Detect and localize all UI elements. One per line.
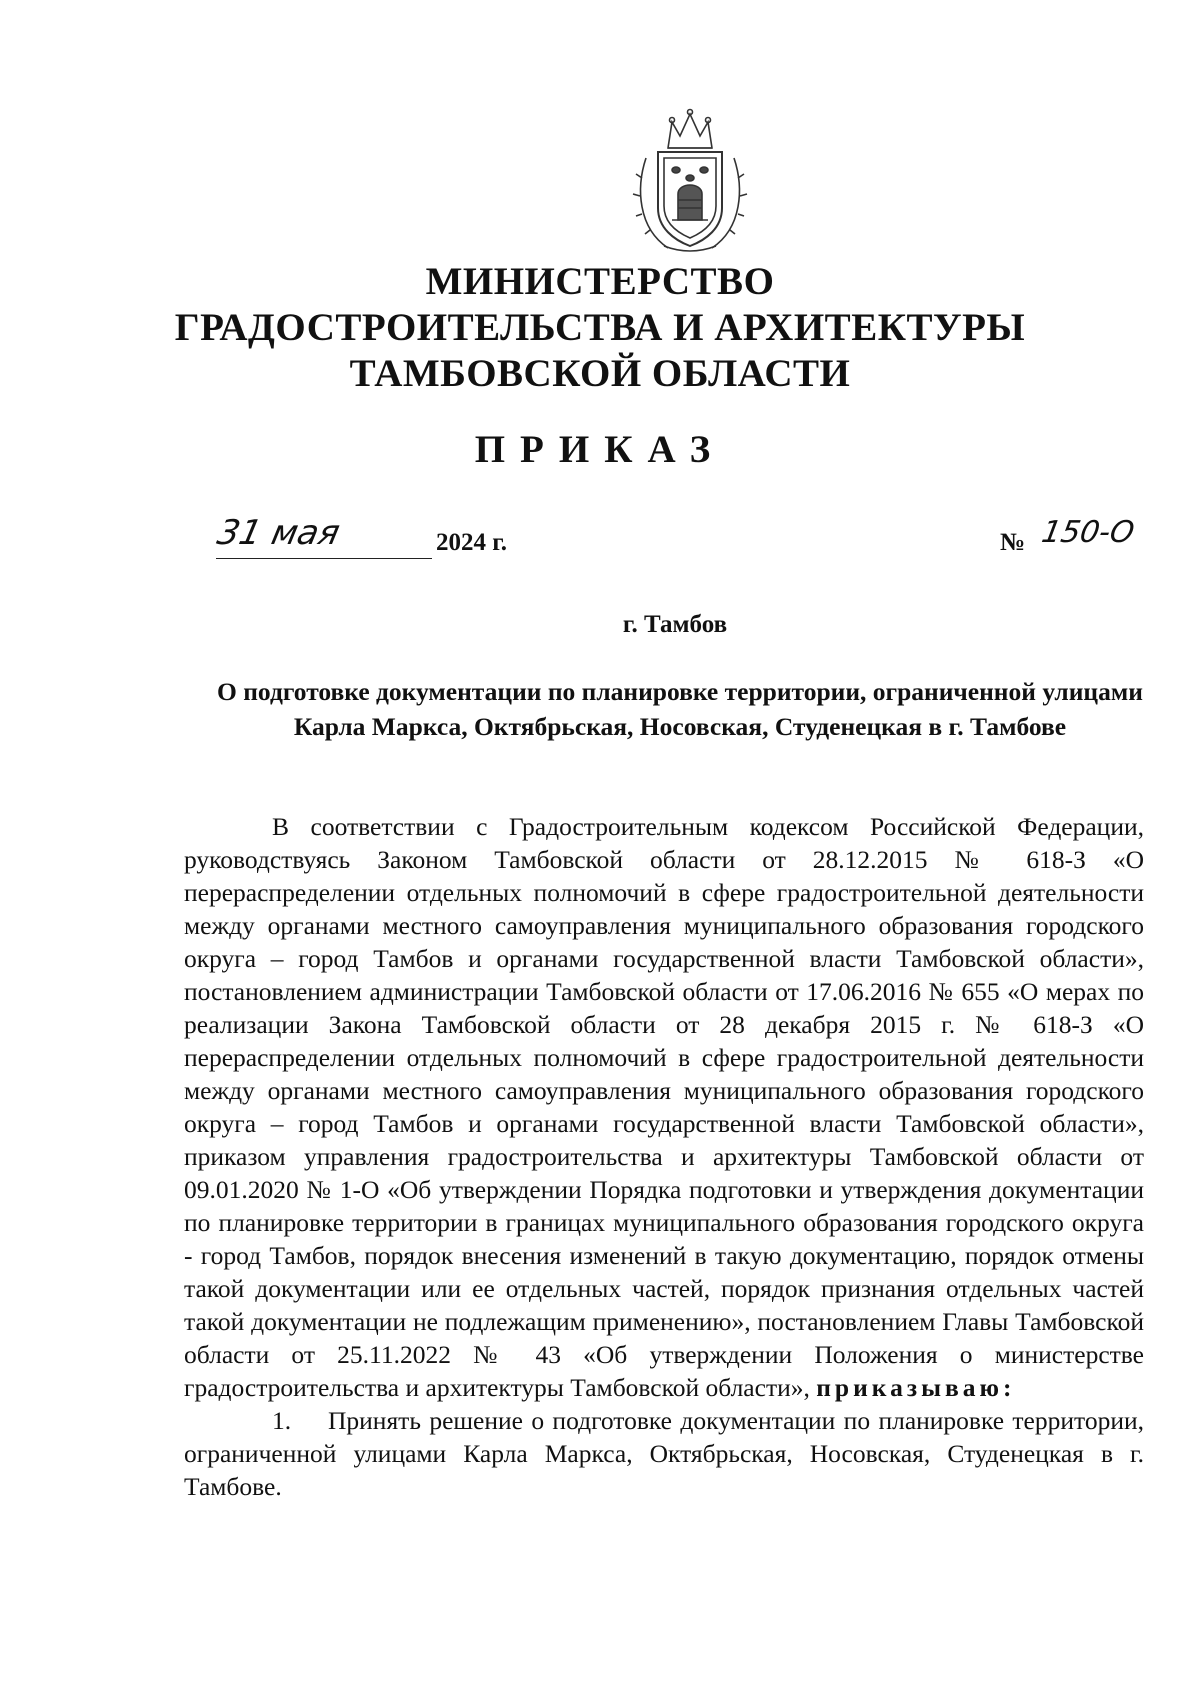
document-title: О подготовке документации по планировке территории, ограниченной улицами Карла Маркса, Октябрьская, Носовская, Студенецкая в г. Тамбове — [217, 677, 1143, 741]
document-type: ПРИКАЗ — [474, 428, 726, 471]
preamble-text: В соответствии с Градостроительным кодексом Российской Федерации, руководствуясь Законом Тамбовской области от 28.12.2015 № 618-З «О перераспределении отдельных полномочий в сфере градостроительной деятельности между органами местного самоуправления муниципального образования городского округа – город Тамбов и органами государственной власти Тамбовской области», постановлением администрации Тамбовской области от 17.06.2016 № 655 «О мерах по реализации Закона Тамбовской области от 28 декабря 2015 г. № 618-З «О перераспределении отдельных полномочий в сфере градостроительной деятельности между органами местного самоуправления муниципального образования городского округа – город Тамбов и органами государственной власти Тамбовской области», приказом управления градостроительства и архитектуры Тамбовской области от 09.01.2020 № 1-О «Об утверждении Порядка подготовки и утверждения документации по планировке территории в границах муниципального образования городского округа - город Тамбов, порядок внесения изменений в такую документацию, порядок отмены такой документации или ее отдельных частей, порядок признания отдельных частей такой документации не подлежащим применению», постановлением Главы Тамбовской области от 25.11.2022 № 43 «Об утверждении Положения о министерстве градостроительства и архитектуры Тамбовской области», — [184, 812, 1144, 1402]
item-1-text: Принять решение о подготовке документации по планировке территории, ограниченной улицами Карла Маркса, Октябрьская, Носовская, Студенецкая в г. Тамбове. — [184, 1406, 1144, 1501]
document-body — [184, 810, 1144, 1503]
order-word: приказываю: — [816, 1373, 1016, 1402]
number-label: № — [1000, 529, 1026, 556]
ministry-title-line-1: МИНИСТЕРСТВО — [425, 260, 775, 303]
handwritten-document-number: 150-О — [1039, 515, 1137, 550]
date-underline — [216, 558, 432, 559]
handwritten-date: 31 мая — [213, 513, 344, 553]
ministry-title-line-2: ГРАДОСТРОИТЕЛЬСТВА И АРХИТЕКТУРЫ — [174, 306, 1026, 349]
ministry-title-line-3: ТАМБОВСКОЙ ОБЛАСТИ — [349, 352, 851, 395]
document-year: 2024 г. — [436, 529, 508, 556]
city-of-issue: г. Тамбов — [622, 611, 728, 638]
item-1-number: 1. — [272, 1406, 292, 1435]
preamble-paragraph — [184, 810, 1144, 1404]
item-1-paragraph — [184, 1404, 1144, 1503]
tambov-oblast-coat-of-arms-icon — [628, 108, 752, 256]
